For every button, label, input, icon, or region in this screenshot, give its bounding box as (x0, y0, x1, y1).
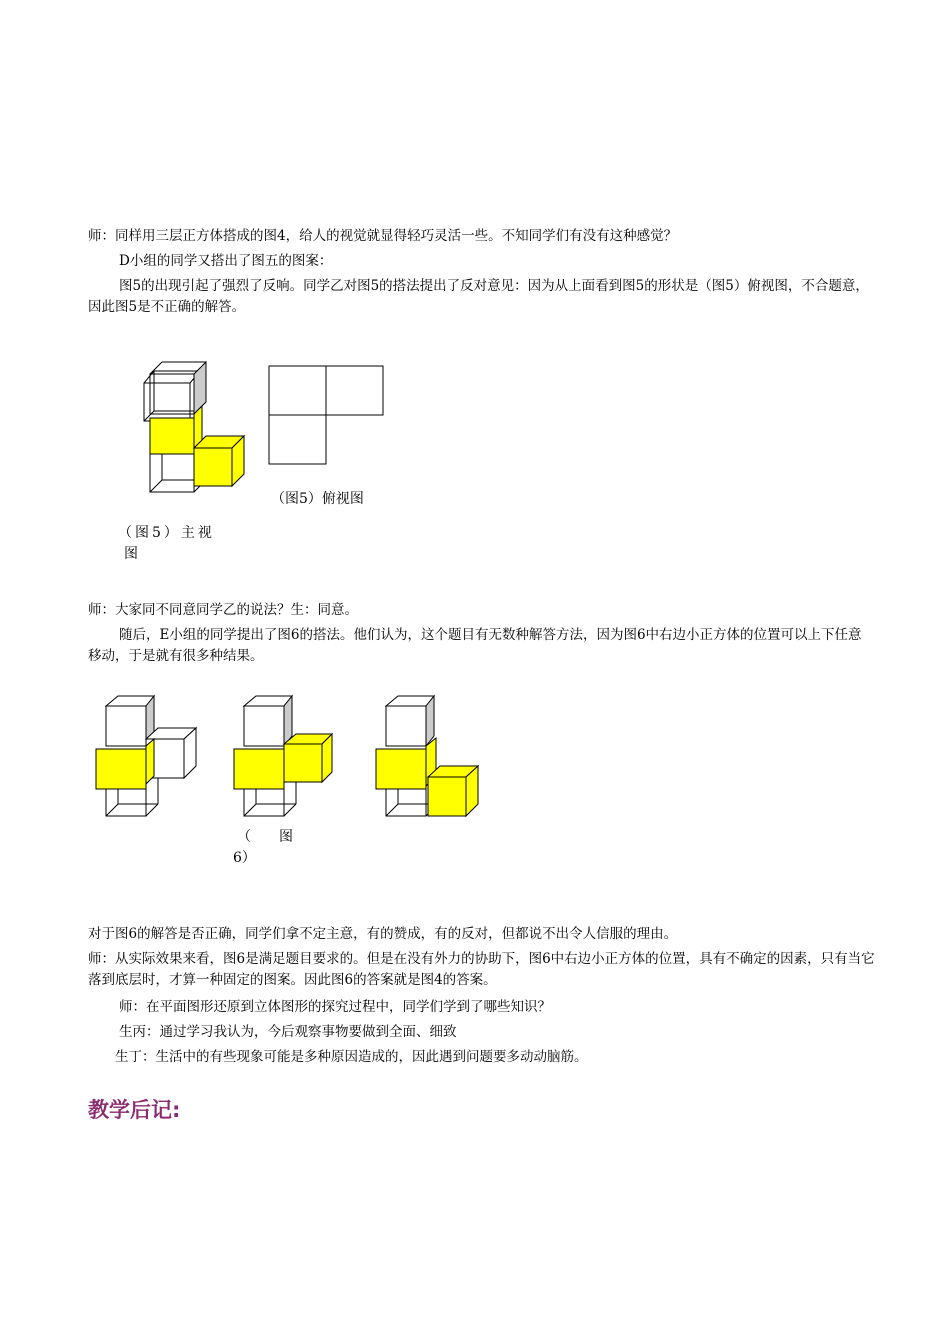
figure-6-arrangement-1 (94, 694, 204, 824)
paragraph-7: 师：从实际效果来看，图6是满足题目要求的。但是在没有外力的协助下，图6中右边小正方体的位置，具有不确定的因素，只有当它落到底层时，才算一种固定的图案。因此图6的答案就是图4的答案。 (88, 951, 875, 988)
paragraph-8: 师：在平面图形还原到立体图形的探究过程中，同学们学到了哪些知识？ (119, 999, 551, 1015)
paragraph-2: D小组的同学又搭出了图五的图案： (119, 253, 333, 269)
figure-6-caption-line2: 6） (233, 850, 256, 866)
figure-5-front-view (136, 356, 256, 501)
paragraph-3: 图5的出现引起了强烈了反响。同学乙对图5的搭法提出了反对意见：因为从上面看到图5的形状是（图5）俯视图，不合题意，因此图5是不正确的解答。 (88, 278, 869, 315)
figure-6-caption-line1: （ 图 (237, 829, 293, 845)
section-title: 教学后记: (88, 1098, 181, 1122)
paragraph-5: 随后，E小组的同学提出了图6的搭法。他们认为，这个题目有无数种解答方法，因为图6中右边小正方体的位置可以上下任意移动，于是就有很多种结果。 (88, 627, 862, 664)
figure-6-arrangement-2 (232, 694, 342, 824)
figure-5-top-view (268, 364, 386, 468)
figure-5-front-caption-line2: 图 (124, 546, 138, 562)
paragraph-9: 生丙：通过学习我认为，今后观察事物要做到全面、细致 (119, 1024, 457, 1040)
figure-5-front-caption-line1: （图5）主视 (118, 525, 215, 541)
paragraph-1: 师：同样用三层正方体搭成的图4，给人的视觉就显得轻巧灵活一些。不知同学们有没有这种感觉？ (88, 228, 678, 244)
paragraph-10: 生丁：生活中的有些现象可能是多种原因造成的，因此遇到问题要多动动脑筋。 (115, 1049, 588, 1065)
figure-6-arrangement-3 (374, 694, 484, 824)
paragraph-6: 对于图6的解答是否正确，同学们拿不定主意，有的赞成，有的反对，但都说不出令人信服的理由。 (88, 926, 678, 942)
paragraph-4: 师：大家同不同意同学乙的说法？生：同意。 (88, 602, 358, 618)
figure-5-top-caption: （图5）俯视图 (271, 491, 364, 507)
